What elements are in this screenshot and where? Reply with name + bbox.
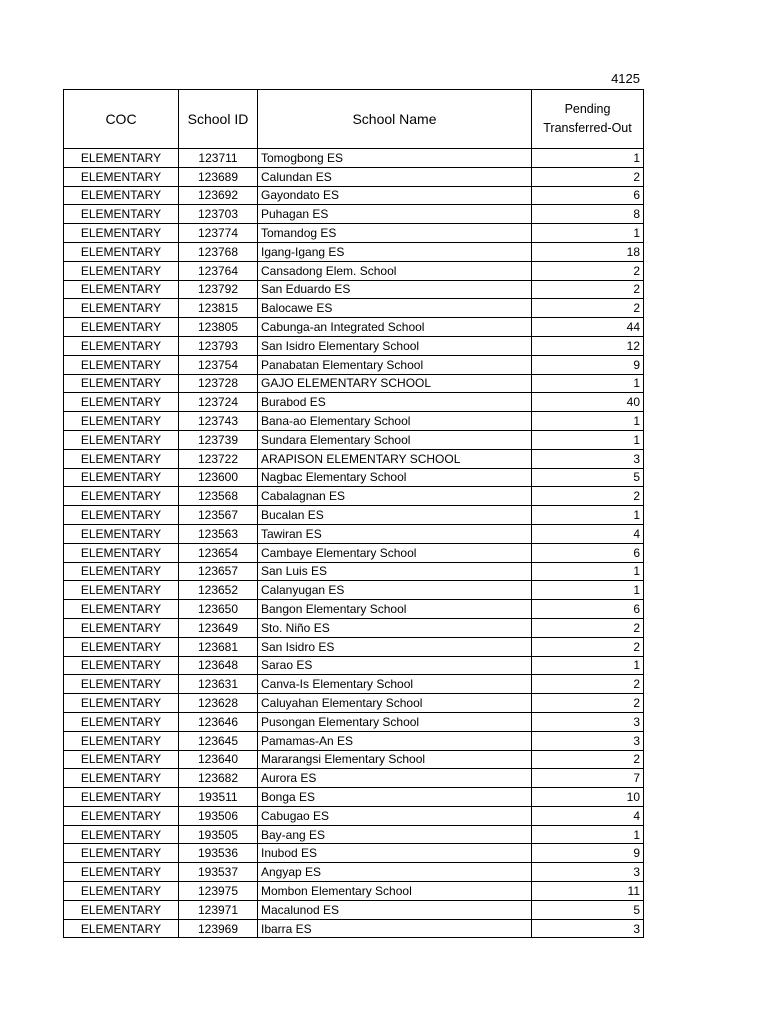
cell-school-id: 123975 [179, 882, 258, 901]
cell-school-name: Pusongan Elementary School [258, 712, 532, 731]
table-row [64, 825, 644, 844]
table-row [64, 355, 644, 374]
cell-coc: ELEMENTARY [64, 863, 179, 882]
cell-pending-count: 2 [532, 637, 644, 656]
cell-pending-count: 2 [532, 675, 644, 694]
cell-coc: ELEMENTARY [64, 769, 179, 788]
cell-pending-count: 3 [532, 449, 644, 468]
cell-pending-count: 1 [532, 430, 644, 449]
table-row [64, 844, 644, 863]
table-row [64, 919, 644, 938]
cell-school-id: 123645 [179, 731, 258, 750]
table-row [64, 656, 644, 675]
cell-school-name: Igang-Igang ES [258, 242, 532, 261]
table-row [64, 618, 644, 637]
cell-pending-count: 8 [532, 205, 644, 224]
cell-pending-count: 2 [532, 618, 644, 637]
header-row [64, 90, 644, 149]
cell-school-id: 123754 [179, 355, 258, 374]
cell-coc: ELEMENTARY [64, 694, 179, 713]
cell-coc: ELEMENTARY [64, 336, 179, 355]
cell-school-id: 123768 [179, 242, 258, 261]
cell-coc: ELEMENTARY [64, 656, 179, 675]
cell-pending-count: 2 [532, 167, 644, 186]
table-row [64, 167, 644, 186]
cell-school-name: Balocawe ES [258, 299, 532, 318]
table-row [64, 261, 644, 280]
cell-coc: ELEMENTARY [64, 449, 179, 468]
table-row [64, 900, 644, 919]
table-row [64, 393, 644, 412]
cell-pending-count: 2 [532, 750, 644, 769]
table-row [64, 186, 644, 205]
cell-school-name: Calundan ES [258, 167, 532, 186]
cell-school-id: 123692 [179, 186, 258, 205]
cell-coc: ELEMENTARY [64, 205, 179, 224]
cell-coc: ELEMENTARY [64, 562, 179, 581]
cell-school-id: 123567 [179, 506, 258, 525]
cell-pending-count: 5 [532, 468, 644, 487]
cell-pending-count: 3 [532, 919, 644, 938]
table-row [64, 562, 644, 581]
cell-school-id: 123646 [179, 712, 258, 731]
cell-school-name: Angyap ES [258, 863, 532, 882]
cell-school-id: 123739 [179, 430, 258, 449]
cell-school-name: Bana-ao Elementary School [258, 412, 532, 431]
header-pending-line2: Transferred-Out [543, 121, 632, 135]
cell-school-id: 123649 [179, 618, 258, 637]
table-row [64, 788, 644, 807]
cell-pending-count: 1 [532, 562, 644, 581]
cell-coc: ELEMENTARY [64, 299, 179, 318]
cell-school-name: San Isidro ES [258, 637, 532, 656]
total-count: 4125 [611, 71, 640, 86]
cell-school-id: 123969 [179, 919, 258, 938]
cell-school-name: San Luis ES [258, 562, 532, 581]
cell-pending-count: 1 [532, 224, 644, 243]
cell-coc: ELEMENTARY [64, 543, 179, 562]
table-row [64, 374, 644, 393]
table-row [64, 637, 644, 656]
cell-school-id: 193537 [179, 863, 258, 882]
cell-pending-count: 3 [532, 731, 644, 750]
cell-pending-count: 6 [532, 600, 644, 619]
cell-coc: ELEMENTARY [64, 806, 179, 825]
cell-school-name: Bay-ang ES [258, 825, 532, 844]
cell-school-id: 123793 [179, 336, 258, 355]
cell-school-id: 123711 [179, 149, 258, 168]
cell-coc: ELEMENTARY [64, 882, 179, 901]
cell-school-id: 123764 [179, 261, 258, 280]
cell-school-name: Macalunod ES [258, 900, 532, 919]
cell-pending-count: 1 [532, 581, 644, 600]
cell-school-id: 123815 [179, 299, 258, 318]
cell-pending-count: 10 [532, 788, 644, 807]
table-row [64, 806, 644, 825]
table-row [64, 882, 644, 901]
cell-school-id: 123724 [179, 393, 258, 412]
table-row [64, 675, 644, 694]
cell-pending-count: 6 [532, 186, 644, 205]
cell-pending-count: 1 [532, 656, 644, 675]
cell-coc: ELEMENTARY [64, 412, 179, 431]
cell-school-name: Cabalagnan ES [258, 487, 532, 506]
table-row [64, 863, 644, 882]
table-row [64, 430, 644, 449]
cell-coc: ELEMENTARY [64, 224, 179, 243]
table-row [64, 449, 644, 468]
table-row [64, 769, 644, 788]
cell-coc: ELEMENTARY [64, 712, 179, 731]
table-row [64, 205, 644, 224]
cell-coc: ELEMENTARY [64, 242, 179, 261]
table-row [64, 299, 644, 318]
cell-coc: ELEMENTARY [64, 600, 179, 619]
cell-school-name: Panabatan Elementary School [258, 355, 532, 374]
cell-pending-count: 6 [532, 543, 644, 562]
cell-coc: ELEMENTARY [64, 506, 179, 525]
table-row [64, 694, 644, 713]
cell-coc: ELEMENTARY [64, 825, 179, 844]
cell-school-id: 193536 [179, 844, 258, 863]
table-row [64, 506, 644, 525]
table-row [64, 336, 644, 355]
cell-school-name: San Isidro Elementary School [258, 336, 532, 355]
cell-school-id: 123971 [179, 900, 258, 919]
cell-coc: ELEMENTARY [64, 731, 179, 750]
cell-pending-count: 3 [532, 863, 644, 882]
cell-pending-count: 2 [532, 280, 644, 299]
cell-pending-count: 12 [532, 336, 644, 355]
cell-school-id: 123654 [179, 543, 258, 562]
cell-school-name: Nagbac Elementary School [258, 468, 532, 487]
cell-school-id: 123743 [179, 412, 258, 431]
cell-pending-count: 2 [532, 299, 644, 318]
cell-coc: ELEMENTARY [64, 186, 179, 205]
cell-school-name: Cabunga-an Integrated School [258, 318, 532, 337]
cell-school-id: 123682 [179, 769, 258, 788]
cell-pending-count: 1 [532, 149, 644, 168]
cell-school-id: 123689 [179, 167, 258, 186]
cell-school-id: 123563 [179, 524, 258, 543]
cell-school-name: Sarao ES [258, 656, 532, 675]
table-row [64, 487, 644, 506]
cell-school-id: 123640 [179, 750, 258, 769]
cell-school-name: Puhagan ES [258, 205, 532, 224]
cell-coc: ELEMENTARY [64, 487, 179, 506]
cell-coc: ELEMENTARY [64, 788, 179, 807]
cell-pending-count: 40 [532, 393, 644, 412]
cell-school-name: Bonga ES [258, 788, 532, 807]
header-pending-transferred-out [532, 90, 644, 149]
cell-school-name: Canva-Is Elementary School [258, 675, 532, 694]
cell-coc: ELEMENTARY [64, 919, 179, 938]
cell-pending-count: 1 [532, 374, 644, 393]
cell-coc: ELEMENTARY [64, 355, 179, 374]
cell-school-name: Pamamas-An ES [258, 731, 532, 750]
table-row [64, 543, 644, 562]
table-row [64, 149, 644, 168]
cell-coc: ELEMENTARY [64, 637, 179, 656]
cell-school-name: Bangon Elementary School [258, 600, 532, 619]
cell-pending-count: 1 [532, 412, 644, 431]
cell-pending-count: 1 [532, 825, 644, 844]
cell-coc: ELEMENTARY [64, 750, 179, 769]
header-pending-line1: Pending [564, 102, 611, 116]
cell-school-id: 193505 [179, 825, 258, 844]
cell-school-name: Caluyahan Elementary School [258, 694, 532, 713]
table-row [64, 224, 644, 243]
cell-school-name: Tawiran ES [258, 524, 532, 543]
cell-pending-count: 44 [532, 318, 644, 337]
cell-pending-count: 11 [532, 882, 644, 901]
cell-school-name: Sto. Niño ES [258, 618, 532, 637]
table-row [64, 731, 644, 750]
cell-school-name: Bucalan ES [258, 506, 532, 525]
cell-coc: ELEMENTARY [64, 524, 179, 543]
table-row [64, 242, 644, 261]
cell-pending-count: 4 [532, 806, 644, 825]
cell-school-id: 193506 [179, 806, 258, 825]
cell-school-name: Tomogbong ES [258, 149, 532, 168]
cell-coc: ELEMENTARY [64, 261, 179, 280]
cell-school-name: Ibarra ES [258, 919, 532, 938]
cell-coc: ELEMENTARY [64, 167, 179, 186]
cell-school-name: Cansadong Elem. School [258, 261, 532, 280]
cell-pending-count: 5 [532, 900, 644, 919]
cell-coc: ELEMENTARY [64, 900, 179, 919]
cell-school-name: San Eduardo ES [258, 280, 532, 299]
cell-coc: ELEMENTARY [64, 468, 179, 487]
cell-school-id: 123600 [179, 468, 258, 487]
table-row [64, 600, 644, 619]
cell-pending-count: 9 [532, 355, 644, 374]
cell-coc: ELEMENTARY [64, 844, 179, 863]
cell-school-id: 123805 [179, 318, 258, 337]
table-body [64, 149, 644, 938]
cell-pending-count: 7 [532, 769, 644, 788]
cell-school-name: Mombon Elementary School [258, 882, 532, 901]
cell-coc: ELEMENTARY [64, 318, 179, 337]
cell-pending-count: 18 [532, 242, 644, 261]
cell-pending-count: 9 [532, 844, 644, 863]
cell-school-id: 123628 [179, 694, 258, 713]
cell-coc: ELEMENTARY [64, 149, 179, 168]
cell-pending-count: 3 [532, 712, 644, 731]
cell-school-id: 123652 [179, 581, 258, 600]
cell-school-id: 123568 [179, 487, 258, 506]
cell-school-name: Sundara Elementary School [258, 430, 532, 449]
cell-pending-count: 2 [532, 694, 644, 713]
cell-school-name: Gayondato ES [258, 186, 532, 205]
cell-school-id: 193511 [179, 788, 258, 807]
table-row [64, 318, 644, 337]
cell-coc: ELEMENTARY [64, 581, 179, 600]
cell-school-name: Inubod ES [258, 844, 532, 863]
cell-pending-count: 2 [532, 261, 644, 280]
header-school-id: School ID [179, 90, 258, 149]
cell-school-id: 123792 [179, 280, 258, 299]
cell-coc: ELEMENTARY [64, 430, 179, 449]
cell-school-id: 123657 [179, 562, 258, 581]
table-row [64, 712, 644, 731]
table-row [64, 581, 644, 600]
cell-school-name: Cabugao ES [258, 806, 532, 825]
cell-school-id: 123681 [179, 637, 258, 656]
table-row [64, 468, 644, 487]
cell-school-name: GAJO ELEMENTARY SCHOOL [258, 374, 532, 393]
cell-school-name: Aurora ES [258, 769, 532, 788]
cell-school-id: 123722 [179, 449, 258, 468]
table-row [64, 412, 644, 431]
cell-school-name: Mararangsi Elementary School [258, 750, 532, 769]
cell-pending-count: 1 [532, 506, 644, 525]
table-row [64, 280, 644, 299]
table-row [64, 750, 644, 769]
cell-school-id: 123774 [179, 224, 258, 243]
schools-table [63, 89, 644, 938]
cell-coc: ELEMENTARY [64, 618, 179, 637]
cell-coc: ELEMENTARY [64, 393, 179, 412]
cell-school-id: 123703 [179, 205, 258, 224]
cell-school-name: ARAPISON ELEMENTARY SCHOOL [258, 449, 532, 468]
cell-coc: ELEMENTARY [64, 374, 179, 393]
cell-pending-count: 4 [532, 524, 644, 543]
cell-pending-count: 2 [532, 487, 644, 506]
cell-coc: ELEMENTARY [64, 280, 179, 299]
cell-school-name: Cambaye Elementary School [258, 543, 532, 562]
cell-school-id: 123650 [179, 600, 258, 619]
cell-school-id: 123728 [179, 374, 258, 393]
cell-school-id: 123631 [179, 675, 258, 694]
cell-school-name: Burabod ES [258, 393, 532, 412]
cell-school-name: Tomandog ES [258, 224, 532, 243]
table-row [64, 524, 644, 543]
cell-school-name: Calanyugan ES [258, 581, 532, 600]
cell-school-id: 123648 [179, 656, 258, 675]
cell-coc: ELEMENTARY [64, 675, 179, 694]
header-school-name: School Name [258, 90, 532, 149]
header-coc: COC [64, 90, 179, 149]
